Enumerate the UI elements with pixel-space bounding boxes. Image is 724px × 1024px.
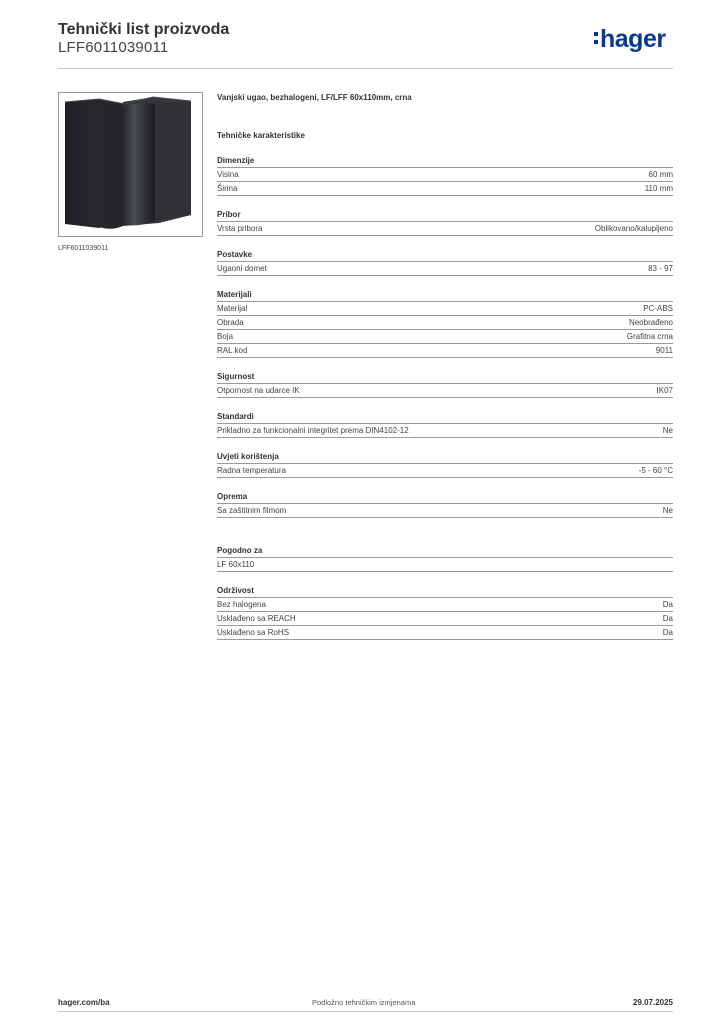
- spec-label: Visina: [217, 170, 239, 179]
- spec-heading: Tehničke karakteristike: [217, 131, 305, 140]
- product-image: [59, 93, 202, 236]
- spec-label: Prikladno za funkcionalni integritet prema DIN4102-12: [217, 426, 409, 435]
- product-details: [217, 92, 673, 640]
- spec-value: Da: [662, 628, 673, 637]
- spec-row: [217, 424, 673, 438]
- spec-label: Materijal: [217, 304, 248, 313]
- spec-value: 60 mm: [648, 170, 673, 179]
- spec-label: Otpornost na udarce IK: [217, 386, 300, 395]
- header-divider: [58, 68, 673, 69]
- spec-section: [217, 545, 673, 572]
- logo-text: hager: [600, 25, 666, 53]
- spec-label: Širina: [217, 184, 238, 193]
- hager-logo: [594, 26, 666, 52]
- spec-row: [217, 598, 673, 612]
- spec-label: LF 60x110: [217, 560, 255, 569]
- spec-section: [217, 371, 673, 398]
- section-title: Materijali: [217, 289, 673, 302]
- spec-label: Ugaoni domet: [217, 264, 267, 273]
- spec-value: Oblikovano/kalupljeno: [594, 224, 673, 233]
- logo-dots-icon: [594, 32, 598, 44]
- page-title: Tehnički list proizvoda: [58, 21, 230, 38]
- section-title: Pogodno za: [217, 545, 673, 558]
- spec-value: PC-ABS: [643, 304, 673, 313]
- spec-label: Usklađeno sa REACH: [217, 614, 296, 623]
- section-title: Uvjeti korištenja: [217, 451, 673, 464]
- spec-label: RAL kod: [217, 346, 248, 355]
- spec-row: [217, 464, 673, 478]
- spec-row: [217, 182, 673, 196]
- product-code: LFF6011039011: [58, 39, 169, 56]
- spec-label: Bez halogena: [217, 600, 266, 609]
- spec-row: [217, 330, 673, 344]
- spec-section: [217, 289, 673, 358]
- spec-row: [217, 612, 673, 626]
- section-title: Standardi: [217, 411, 673, 424]
- section-title: Oprema: [217, 491, 673, 504]
- spec-section: [217, 411, 673, 438]
- image-caption: LFF6011039011: [58, 245, 109, 252]
- section-title: Dimenzije: [217, 155, 673, 168]
- spec-value: 9011: [655, 346, 673, 355]
- spec-value: Grafitna crna: [626, 332, 673, 341]
- spec-row: [217, 262, 673, 276]
- spec-label: Usklađeno sa RoHS: [217, 628, 290, 637]
- spec-section: [217, 209, 673, 236]
- spec-value: Ne: [662, 506, 673, 515]
- spec-row: [217, 168, 673, 182]
- footer-divider: [58, 1011, 673, 1012]
- spec-row: [217, 316, 673, 330]
- product-image-frame: [58, 92, 203, 237]
- spec-label: Obrada: [217, 318, 244, 327]
- spec-value: Da: [662, 614, 673, 623]
- spec-value: 83 - 97: [648, 264, 673, 273]
- spec-label: Radna temperatura: [217, 466, 286, 475]
- section-title: Pribor: [217, 209, 673, 222]
- section-title: Održivost: [217, 585, 673, 598]
- footer-date: 29.07.2025: [632, 998, 673, 1007]
- section-title: Postavke: [217, 249, 673, 262]
- footer-website-link[interactable]: hager.com/ba: [58, 998, 110, 1007]
- spec-value: Da: [662, 600, 673, 609]
- spec-section: [217, 491, 673, 518]
- spec-row: [217, 504, 673, 518]
- spec-label: Vrsta pribora: [217, 224, 263, 233]
- spec-section: [217, 451, 673, 478]
- spec-value: -5 - 60 °C: [638, 466, 673, 475]
- section-title: Sigurnost: [217, 371, 673, 384]
- spec-label: Sa zaštitnim filmom: [217, 506, 287, 515]
- spec-value: IK07: [656, 386, 673, 395]
- spec-section: [217, 249, 673, 276]
- footer-note: Podložno tehničkim izmjenama: [312, 998, 416, 1007]
- spec-section: [217, 585, 673, 640]
- spec-row: [217, 302, 673, 316]
- product-description: Vanjski ugao, bezhalogeni, LF/LFF 60x110mm, crna: [217, 93, 412, 102]
- spec-row: [217, 344, 673, 358]
- spec-value: Neobrađeno: [628, 318, 673, 327]
- spec-section: [217, 155, 673, 196]
- spec-value: 110 mm: [644, 184, 673, 193]
- spec-row: [217, 222, 673, 236]
- spec-value: Ne: [662, 426, 673, 435]
- spec-row: [217, 626, 673, 640]
- spec-label: Boja: [217, 332, 234, 341]
- spec-row: [217, 558, 673, 572]
- spec-row: [217, 384, 673, 398]
